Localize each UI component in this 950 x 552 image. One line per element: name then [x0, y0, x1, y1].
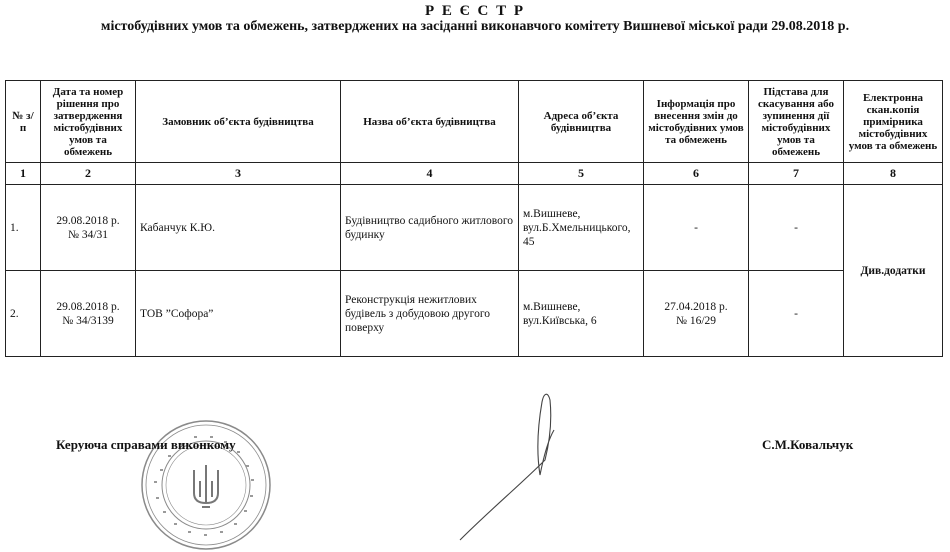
- column-number: 1: [6, 163, 41, 185]
- changes-cell: -: [644, 185, 749, 271]
- column-header: № з/п: [6, 81, 41, 163]
- document-title: Р Е Є С Т Р: [424, 3, 526, 19]
- column-number: 5: [519, 163, 644, 185]
- column-header: Інформація про внесення змін до містобудівних умов та обмежень: [644, 81, 749, 163]
- column-number: 8: [844, 163, 943, 185]
- object-cell: Реконструкція нежитлових будівель з добудовою другого поверху: [341, 271, 519, 357]
- signer-name: С.М.Ковальчук: [762, 437, 854, 452]
- column-header: Електронна скан.копія примірника містобудівних умов та обмежень: [844, 81, 943, 163]
- official-seal-icon: [136, 415, 276, 552]
- customer-cell: ТОВ ”Софора”: [136, 271, 341, 357]
- signature-icon: [450, 380, 650, 550]
- document-subtitle: містобудівних умов та обмежень, затверджених на засіданні виконавчого комітету Вишневої міської ради 29.08.2018 р.: [100, 19, 850, 34]
- column-number: 2: [41, 163, 136, 185]
- decision-date-cell: [41, 185, 136, 271]
- decision-date: 29.08.2018 р.: [56, 214, 120, 227]
- changes-date: 27.04.2018 р.: [664, 300, 728, 313]
- decision-date: 29.08.2018 р.: [56, 300, 120, 313]
- table-row: [6, 185, 943, 271]
- address-cell: [519, 271, 644, 357]
- customer-cell: Кабанчук К.Ю.: [136, 185, 341, 271]
- table-header-row: [6, 81, 943, 163]
- column-header: Назва об’єкта будівництва: [341, 81, 519, 163]
- decision-number: № 34/3139: [62, 314, 114, 327]
- table-row: [6, 271, 943, 357]
- column-header: Підстава для скасування або зупинення дії містобудівних умов та обмежень: [749, 81, 844, 163]
- column-number: 7: [749, 163, 844, 185]
- scan-copy-cell: Див.додатки: [844, 185, 943, 357]
- column-header: Дата та номер рішення про затвердження містобудівних умов та обмежень: [41, 81, 136, 163]
- changes-number: № 16/29: [675, 314, 717, 327]
- address-cell: [519, 185, 644, 271]
- column-number: 4: [341, 163, 519, 185]
- grounds-cell: -: [749, 185, 844, 271]
- column-number: 6: [644, 163, 749, 185]
- address-city: м.Вишневе,: [523, 207, 581, 220]
- row-number: 2.: [6, 271, 41, 357]
- address-building: 45: [523, 235, 535, 248]
- address-street: вул.Б.Хмельницького,: [523, 221, 631, 234]
- column-number-row: [6, 163, 943, 185]
- column-header: Адреса об’єкта будівництва: [519, 81, 644, 163]
- grounds-cell: -: [749, 271, 844, 357]
- column-number: 3: [136, 163, 341, 185]
- registry-table: [5, 80, 943, 357]
- column-header: Замовник об’єкта будівництва: [136, 81, 341, 163]
- address-street: вул.Київська, 6: [523, 314, 597, 327]
- address-city: м.Вишневе,: [523, 300, 581, 313]
- object-cell: Будівництво садибного житлового будинку: [341, 185, 519, 271]
- row-number: 1.: [6, 185, 41, 271]
- decision-number: № 34/31: [67, 228, 109, 241]
- decision-date-cell: [41, 271, 136, 357]
- position-label: Керуюча справами виконкому: [56, 437, 236, 452]
- changes-cell: [644, 271, 749, 357]
